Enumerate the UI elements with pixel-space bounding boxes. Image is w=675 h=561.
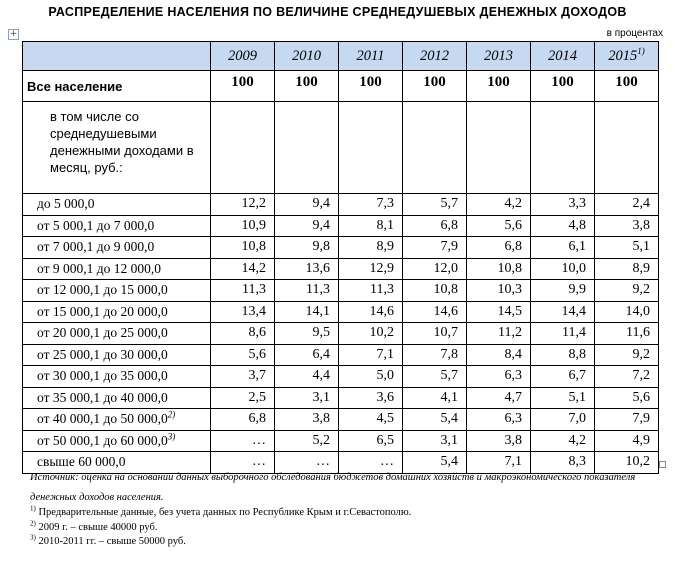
table-cell: 6,3 bbox=[467, 366, 531, 388]
table-cell: 6,8 bbox=[467, 237, 531, 259]
table-cell: 100 bbox=[275, 71, 339, 102]
table-row bbox=[23, 258, 659, 280]
row-label-text: от 20 000,1 до 25 000,0 bbox=[37, 325, 168, 341]
table-cell: 7,1 bbox=[467, 452, 531, 474]
row-label bbox=[23, 301, 211, 323]
table-cell: 3,6 bbox=[339, 387, 403, 409]
table-cell: 5,7 bbox=[403, 194, 467, 216]
table-cell: 4,4 bbox=[275, 366, 339, 388]
row-label-text: свыше 60 000,0 bbox=[37, 454, 126, 470]
table-cell bbox=[595, 102, 659, 194]
table-cell: 13,4 bbox=[211, 301, 275, 323]
table-cell: 7,2 bbox=[595, 366, 659, 388]
table-cell: 12,0 bbox=[403, 258, 467, 280]
footnote-mark: 1) bbox=[637, 45, 645, 56]
table-cell: 10,0 bbox=[531, 258, 595, 280]
table-row bbox=[23, 301, 659, 323]
row-label-text: от 25 000,1 до 30 000,0 bbox=[37, 346, 168, 362]
table-cell: 14,4 bbox=[531, 301, 595, 323]
table-row bbox=[23, 409, 659, 431]
table-cell: 8,1 bbox=[339, 215, 403, 237]
source-note: Источник: оценка на основании данных выборочного обследования бюджетов домашних хозяйств и макроэкономического показателя денежных доходов населения. bbox=[30, 472, 636, 503]
table-cell: 10,3 bbox=[467, 280, 531, 302]
table-cell: 7,0 bbox=[531, 409, 595, 431]
table-cell: 5,1 bbox=[595, 237, 659, 259]
table-cell: 11,3 bbox=[275, 280, 339, 302]
table-cell: 3,7 bbox=[211, 366, 275, 388]
table-cell: 7,9 bbox=[595, 409, 659, 431]
table-cell: 14,1 bbox=[275, 301, 339, 323]
table-row bbox=[23, 387, 659, 409]
row-label bbox=[23, 409, 211, 431]
footnote-text: Предварительные данные, без учета данных по Республике Крым и г.Севастополю. bbox=[35, 507, 412, 518]
table-cell: 5,1 bbox=[531, 387, 595, 409]
table-cell: 14,6 bbox=[339, 301, 403, 323]
table-cell: 6,8 bbox=[403, 215, 467, 237]
table-cell: … bbox=[275, 452, 339, 474]
table-cell: 7,1 bbox=[339, 344, 403, 366]
table-cell: 10,7 bbox=[403, 323, 467, 345]
year-label: 2015 bbox=[608, 47, 638, 64]
table-cell: 9,9 bbox=[531, 280, 595, 302]
row-label-text: от 5 000,1 до 7 000,0 bbox=[37, 217, 155, 233]
table-cell bbox=[339, 102, 403, 194]
table-cell: 10,9 bbox=[211, 215, 275, 237]
table-cell: 3,1 bbox=[403, 430, 467, 452]
table-cell: 6,7 bbox=[531, 366, 595, 388]
units-label: в процентах bbox=[606, 28, 663, 39]
table-cell: 100 bbox=[595, 71, 659, 102]
table-cell: 8,6 bbox=[211, 323, 275, 345]
table-cell: 5,4 bbox=[403, 452, 467, 474]
table-cell bbox=[531, 102, 595, 194]
table-cell: 7,9 bbox=[403, 237, 467, 259]
row-label-text: от 12 000,1 до 15 000,0 bbox=[37, 282, 168, 298]
table-cell: 14,2 bbox=[211, 258, 275, 280]
footnote-mark: 1) bbox=[30, 504, 36, 513]
table-cell: 5,6 bbox=[467, 215, 531, 237]
table-cell: 100 bbox=[211, 71, 275, 102]
row-label bbox=[23, 366, 211, 388]
table-cell: 9,5 bbox=[275, 323, 339, 345]
table-cell: 10,8 bbox=[403, 280, 467, 302]
table-cell: 12,9 bbox=[339, 258, 403, 280]
year-header: 2011 bbox=[339, 42, 403, 71]
table-cell: 6,3 bbox=[467, 409, 531, 431]
table-cell: 7,3 bbox=[339, 194, 403, 216]
table-row bbox=[23, 280, 659, 302]
table-cell: 3,3 bbox=[531, 194, 595, 216]
table-cell: 4,7 bbox=[467, 387, 531, 409]
row-label bbox=[23, 344, 211, 366]
table-cell: 7,8 bbox=[403, 344, 467, 366]
table-cell: 8,8 bbox=[531, 344, 595, 366]
row-label bbox=[23, 194, 211, 216]
year-header: 2009 bbox=[211, 42, 275, 71]
row-label-text: от 35 000,1 до 40 000,0 bbox=[37, 389, 168, 405]
table-row bbox=[23, 430, 659, 452]
table-cell: 3,1 bbox=[275, 387, 339, 409]
header-blank-cell bbox=[23, 42, 211, 71]
table-cell: 11,2 bbox=[467, 323, 531, 345]
row-label bbox=[23, 323, 211, 345]
table-cell: 3,8 bbox=[467, 430, 531, 452]
table-row bbox=[23, 366, 659, 388]
table-cell: 13,6 bbox=[275, 258, 339, 280]
row-label-text: от 7 000,1 до 9 000,0 bbox=[37, 239, 155, 255]
table-cell: 5,4 bbox=[403, 409, 467, 431]
subheader-row bbox=[23, 102, 659, 194]
table-cell: 11,6 bbox=[595, 323, 659, 345]
table-cell: 11,4 bbox=[531, 323, 595, 345]
table-cell: 10,2 bbox=[339, 323, 403, 345]
subheader-label: в том числе со среднедушевыми денежными доходами в месяц, руб.: bbox=[23, 102, 211, 194]
table-cell: 14,6 bbox=[403, 301, 467, 323]
table-cell: 6,8 bbox=[211, 409, 275, 431]
year-header-row bbox=[23, 42, 659, 71]
year-header bbox=[595, 42, 659, 71]
table-cell bbox=[275, 102, 339, 194]
row-label-text: до 5 000,0 bbox=[37, 196, 95, 212]
table-row bbox=[23, 194, 659, 216]
table-cell bbox=[403, 102, 467, 194]
table-cell: 2,5 bbox=[211, 387, 275, 409]
table-cell: 9,2 bbox=[595, 280, 659, 302]
table-cell: 5,7 bbox=[403, 366, 467, 388]
footnote-mark: 3) bbox=[30, 533, 36, 542]
row-label-text: от 40 000,1 до 50 000,0 bbox=[37, 411, 168, 427]
income-brackets bbox=[23, 194, 659, 474]
table-cell: 4,9 bbox=[595, 430, 659, 452]
table-cell: … bbox=[339, 452, 403, 474]
row-label bbox=[23, 387, 211, 409]
table-cell: 4,1 bbox=[403, 387, 467, 409]
table-cell: 8,3 bbox=[531, 452, 595, 474]
table-cell: 10,2 bbox=[595, 452, 659, 474]
footnote-text: 2009 г. – свыше 40000 руб. bbox=[35, 522, 158, 533]
table-cell: 6,1 bbox=[531, 237, 595, 259]
footnote-mark: 3) bbox=[167, 431, 176, 442]
table-resize-handle[interactable] bbox=[659, 461, 666, 468]
year-header: 2014 bbox=[531, 42, 595, 71]
table-row bbox=[23, 215, 659, 237]
table-cell: 9,4 bbox=[275, 194, 339, 216]
year-header: 2010 bbox=[275, 42, 339, 71]
row-label bbox=[23, 430, 211, 452]
table-cell: 100 bbox=[467, 71, 531, 102]
footnote-1 bbox=[30, 504, 412, 518]
table-cell: 12,2 bbox=[211, 194, 275, 216]
table-cell: 8,9 bbox=[339, 237, 403, 259]
table-cell: … bbox=[211, 430, 275, 452]
table-cell: 4,2 bbox=[467, 194, 531, 216]
table-cell: 3,8 bbox=[595, 215, 659, 237]
table-row bbox=[23, 344, 659, 366]
table-cell: 10,8 bbox=[467, 258, 531, 280]
year-header: 2013 bbox=[467, 42, 531, 71]
footnote-2 bbox=[30, 519, 158, 533]
table-cell: 5,6 bbox=[211, 344, 275, 366]
table-cell: 10,8 bbox=[211, 237, 275, 259]
footnote-3 bbox=[30, 533, 186, 547]
table-cell: 11,3 bbox=[339, 280, 403, 302]
table-cell: 6,4 bbox=[275, 344, 339, 366]
row-label bbox=[23, 280, 211, 302]
income-distribution-table bbox=[22, 41, 659, 474]
footnote-text: 2010-2011 гг. – свыше 50000 руб. bbox=[35, 536, 186, 547]
table-cell: 14,0 bbox=[595, 301, 659, 323]
table-row bbox=[23, 323, 659, 345]
table-cell: 4,8 bbox=[531, 215, 595, 237]
footnote-mark: 2) bbox=[30, 519, 36, 528]
table-cell: 5,6 bbox=[595, 387, 659, 409]
row-label-text: от 15 000,1 до 20 000,0 bbox=[37, 303, 168, 319]
table-cell bbox=[467, 102, 531, 194]
table-cell: 2,4 bbox=[595, 194, 659, 216]
table-move-handle-icon[interactable]: + bbox=[9, 29, 18, 39]
row-label bbox=[23, 237, 211, 259]
table-cell: 9,2 bbox=[595, 344, 659, 366]
row-label bbox=[23, 215, 211, 237]
table-cell: 5,0 bbox=[339, 366, 403, 388]
table-cell: 100 bbox=[403, 71, 467, 102]
table-cell: 9,4 bbox=[275, 215, 339, 237]
table-cell: 100 bbox=[339, 71, 403, 102]
table-cell: 14,5 bbox=[467, 301, 531, 323]
table-cell: 4,2 bbox=[531, 430, 595, 452]
row-label-text: от 9 000,1 до 12 000,0 bbox=[37, 260, 161, 276]
row-label bbox=[23, 258, 211, 280]
table-cell: 9,8 bbox=[275, 237, 339, 259]
table-title: РАСПРЕДЕЛЕНИЕ НАСЕЛЕНИЯ ПО ВЕЛИЧИНЕ СРЕДНЕДУШЕВЫХ ДЕНЕЖНЫХ ДОХОДОВ bbox=[48, 5, 627, 19]
row-label-text: от 50 000,1 до 60 000,0 bbox=[37, 432, 168, 448]
table-cell: 4,5 bbox=[339, 409, 403, 431]
table-cell: 6,5 bbox=[339, 430, 403, 452]
total-row bbox=[23, 71, 659, 102]
table-cell: 11,3 bbox=[211, 280, 275, 302]
table-cell: 100 bbox=[531, 71, 595, 102]
footnote-mark: 2) bbox=[167, 409, 176, 420]
table-row bbox=[23, 237, 659, 259]
table-cell: … bbox=[211, 452, 275, 474]
table-cell: 8,4 bbox=[467, 344, 531, 366]
table-cell: 8,9 bbox=[595, 258, 659, 280]
table-cell bbox=[211, 102, 275, 194]
year-header: 2012 bbox=[403, 42, 467, 71]
row-label-text: от 30 000,1 до 35 000,0 bbox=[37, 368, 168, 384]
table-cell: 3,8 bbox=[275, 409, 339, 431]
table-cell: 5,2 bbox=[275, 430, 339, 452]
row-label: Все население bbox=[23, 71, 211, 102]
